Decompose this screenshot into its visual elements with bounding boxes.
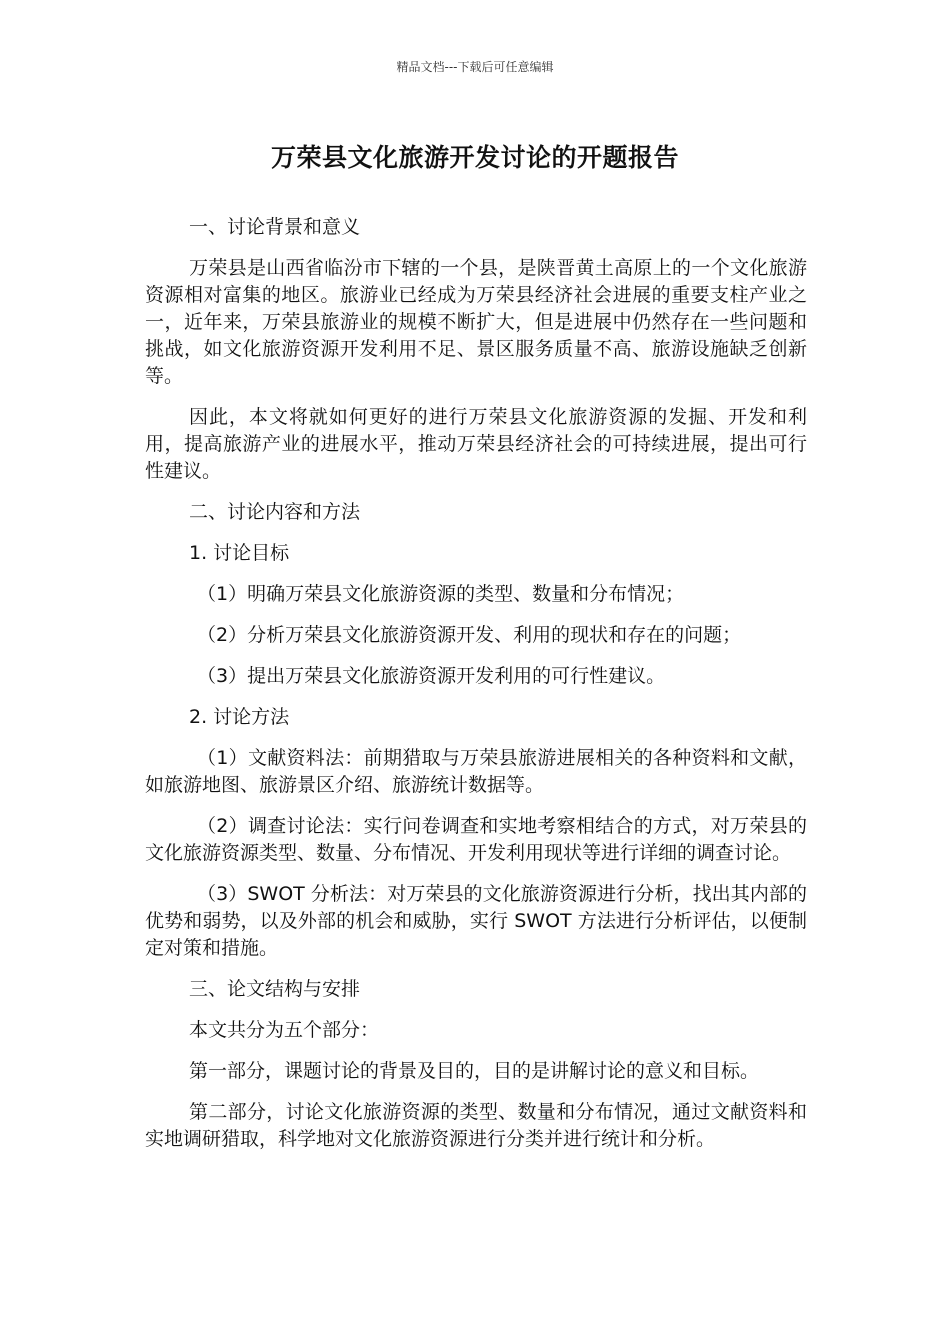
subsection-heading: 2. 讨论方法 bbox=[189, 706, 290, 728]
body-paragraph: 第一部分，课题讨论的背景及目的，目的是讲解讨论的意义和目标。 bbox=[189, 1060, 760, 1082]
body-paragraph: 第二部分，讨论文化旅游资源的类型、数量和分布情况，通过文献资料和实地调研猎取，科学地对文化旅游资源进行分类并进行统计和分析。 bbox=[145, 1101, 807, 1150]
section-heading-3: 三、论文结构与安排 bbox=[189, 978, 361, 1000]
list-item: （3）SWOT 分析法：对万荣县的文化旅游资源进行分析，找出其内部的优势和弱势，以及外部的机会和威胁，实行 SWOT 方法进行分析评估，以便制定对策和措施。 bbox=[145, 883, 807, 959]
list-item: （1）文献资料法：前期猎取与万荣县旅游进展相关的各种资料和文献，如旅游地图、旅游景区介绍、旅游统计数据等。 bbox=[145, 747, 807, 796]
section-heading-2: 二、讨论内容和方法 bbox=[189, 501, 361, 523]
list-item: （2）调查讨论法：实行问卷调查和实地考察相结合的方式，对万荣县的文化旅游资源类型、数量、分布情况、开发利用现状等进行详细的调查讨论。 bbox=[145, 815, 807, 864]
document-body bbox=[145, 214, 807, 1167]
header-note: 精品文档---下载后可任意编辑 bbox=[396, 60, 554, 74]
list-item: （3）提出万荣县文化旅游资源开发利用的可行性建议。 bbox=[197, 665, 666, 687]
list-item: （2）分析万荣县文化旅游资源开发、利用的现状和存在的问题； bbox=[197, 624, 742, 646]
document-title: 万荣县文化旅游开发讨论的开题报告 bbox=[270, 143, 679, 172]
list-item: （1）明确万荣县文化旅游资源的类型、数量和分布情况； bbox=[197, 583, 685, 605]
body-paragraph: 本文共分为五个部分： bbox=[189, 1019, 380, 1041]
body-paragraph: 万荣县是山西省临汾市下辖的一个县，是陕晋黄土高原上的一个文化旅游资源相对富集的地区。旅游业已经成为万荣县经济社会进展的重要支柱产业之一，近年来，万荣县旅游业的规模不断扩大，但是进展中仍然存在一些问题和挑战，如文化旅游资源开发利用不足、景区服务质量不高、旅游设施缺乏创新等。 bbox=[145, 257, 807, 387]
body-paragraph: 因此，本文将就如何更好的进行万荣县文化旅游资源的发掘、开发和利用，提高旅游产业的进展水平，推动万荣县经济社会的可持续进展，提出可行性建议。 bbox=[145, 406, 807, 482]
subsection-heading: 1. 讨论目标 bbox=[189, 542, 290, 564]
section-heading-1: 一、讨论背景和意义 bbox=[189, 216, 361, 238]
